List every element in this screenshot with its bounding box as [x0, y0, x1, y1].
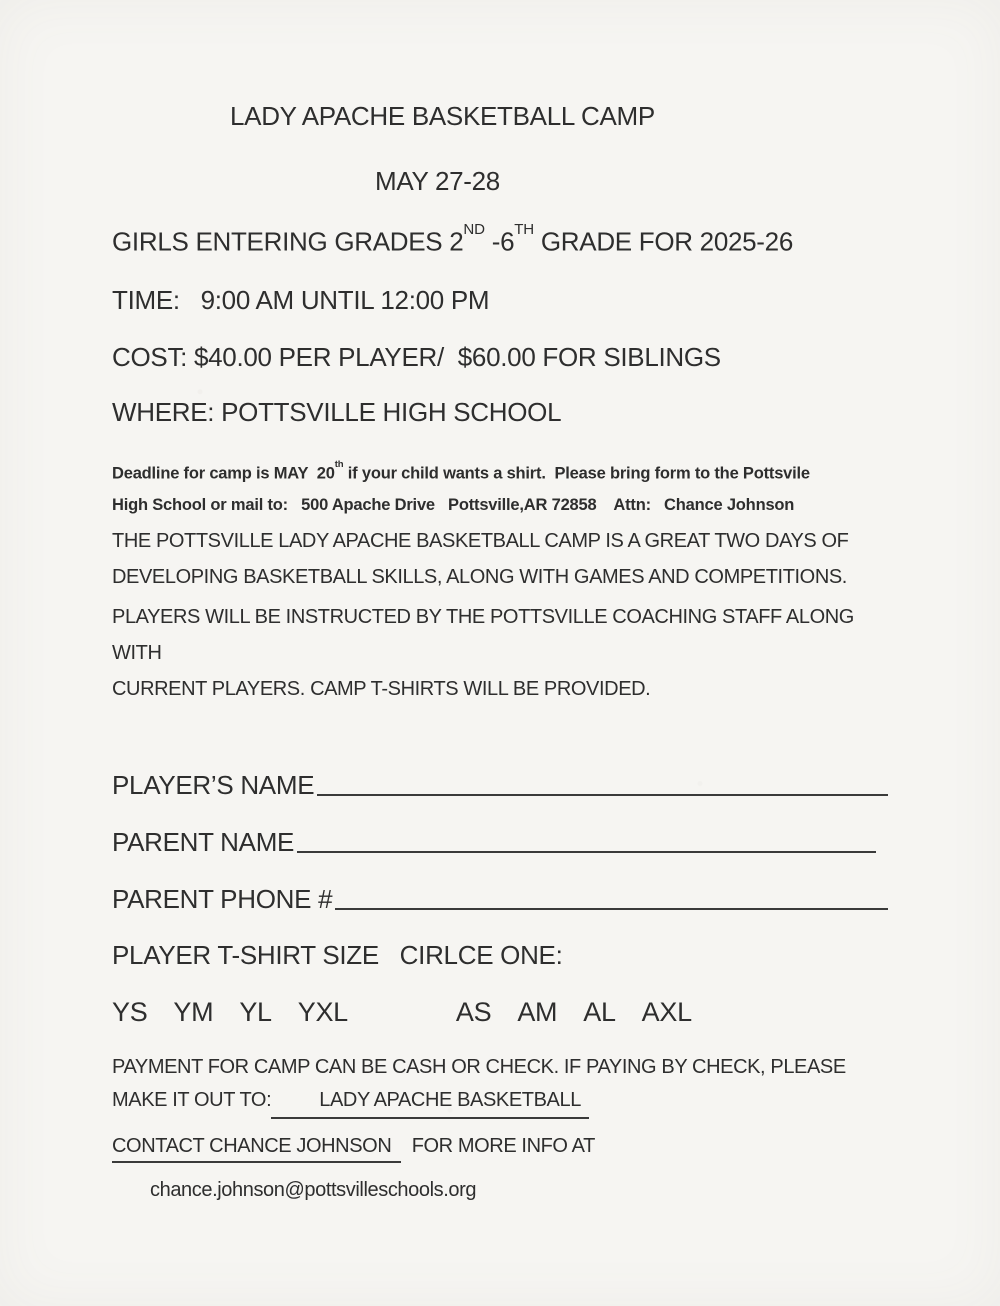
deadline-note: [112, 454, 888, 522]
player-name-label: PLAYER’S NAME: [112, 770, 315, 801]
size-option-yxl: YXL: [297, 997, 348, 1028]
grades-text-pre: GIRLS ENTERING GRADES 2: [112, 226, 464, 257]
payee-name: LADY APACHE BASKETBALL: [271, 1084, 589, 1119]
deadline-superscript-th: th: [334, 459, 344, 471]
size-option-yl: YL: [239, 997, 272, 1028]
size-option-as: AS: [455, 997, 492, 1028]
intro-paragraph: [112, 523, 888, 595]
time-line: TIME: 9:00 AM UNTIL 12:00 PM: [112, 284, 490, 315]
staff-paragraph-line-1: PLAYERS WILL BE INSTRUCTED BY THE POTTSVILLE COACHING STAFF ALONG WITH: [112, 606, 860, 665]
contact-line: [112, 1131, 888, 1163]
contact-rest: FOR MORE INFO AT: [401, 1135, 595, 1158]
intro-paragraph-line-2: DEVELOPING BASKETBALL SKILLS, ALONG WITH GAMES AND COMPETITIONS.: [112, 566, 847, 589]
intro-paragraph-line-1: THE POTTSVILLE LADY APACHE BASKETBALL CAMP IS A GREAT TWO DAYS OF: [112, 530, 849, 553]
payment-note-line-1: PAYMENT FOR CAMP CAN BE CASH OR CHECK. IF PAYING BY CHECK, PLEASE: [112, 1056, 846, 1079]
parent-name-label: PARENT NAME: [112, 827, 295, 858]
player-name-blank-line: [317, 794, 888, 796]
tshirt-size-options: [112, 995, 888, 1029]
staff-paragraph-line-2: CURRENT PLAYERS. CAMP T-SHIRTS WILL BE PROVIDED.: [112, 678, 651, 701]
deadline-text-pre: Deadline for camp is MAY 20: [112, 464, 335, 483]
size-option-am: AM: [517, 997, 558, 1028]
grades-line: [112, 221, 888, 258]
grade-superscript-nd: ND: [463, 221, 485, 239]
payee-label: MAKE IT OUT TO:: [112, 1089, 272, 1112]
tshirt-size-label: PLAYER T-SHIRT SIZE CIRLCE ONE:: [112, 940, 563, 971]
staff-paragraph: [112, 599, 888, 707]
camp-dates: MAY 27-28: [375, 166, 500, 196]
parent-phone-field: [112, 879, 888, 915]
parent-name-field: [112, 822, 888, 858]
payment-note-line-2: [112, 1084, 888, 1119]
size-option-al: AL: [583, 997, 616, 1028]
parent-phone-blank-line: [335, 908, 888, 910]
size-option-ym: YM: [173, 997, 214, 1028]
where-line: WHERE: POTTSVILLE HIGH SCHOOL: [112, 396, 562, 427]
contact-name: CONTACT CHANCE JOHNSON: [112, 1131, 401, 1163]
size-option-ys: YS: [112, 997, 148, 1028]
deadline-note-line-1: [112, 454, 888, 490]
page-title: LADY APACHE BASKETBALL CAMP: [230, 101, 655, 131]
deadline-note-line-2: High School or mail to: 500 Apache Drive Pottsville,AR 72858 Attn: Chance Johnson: [112, 496, 795, 515]
parent-name-blank-line: [297, 851, 876, 853]
parent-phone-label: PARENT PHONE #: [112, 884, 333, 915]
grades-text-post: GRADE FOR 2025-26: [533, 226, 793, 257]
contact-email: chance.johnson@pottsvilleschools.org: [150, 1179, 477, 1202]
cost-line: COST: $40.00 PER PLAYER/ $60.00 FOR SIBLINGS: [112, 341, 721, 372]
player-name-field: [112, 765, 888, 801]
size-option-axl: AXL: [641, 997, 692, 1028]
deadline-text-post: if your child wants a shirt. Please bring form to the Pottsvile: [343, 464, 810, 483]
grade-superscript-th: TH: [514, 221, 534, 239]
grades-text-mid: -6: [484, 226, 515, 257]
